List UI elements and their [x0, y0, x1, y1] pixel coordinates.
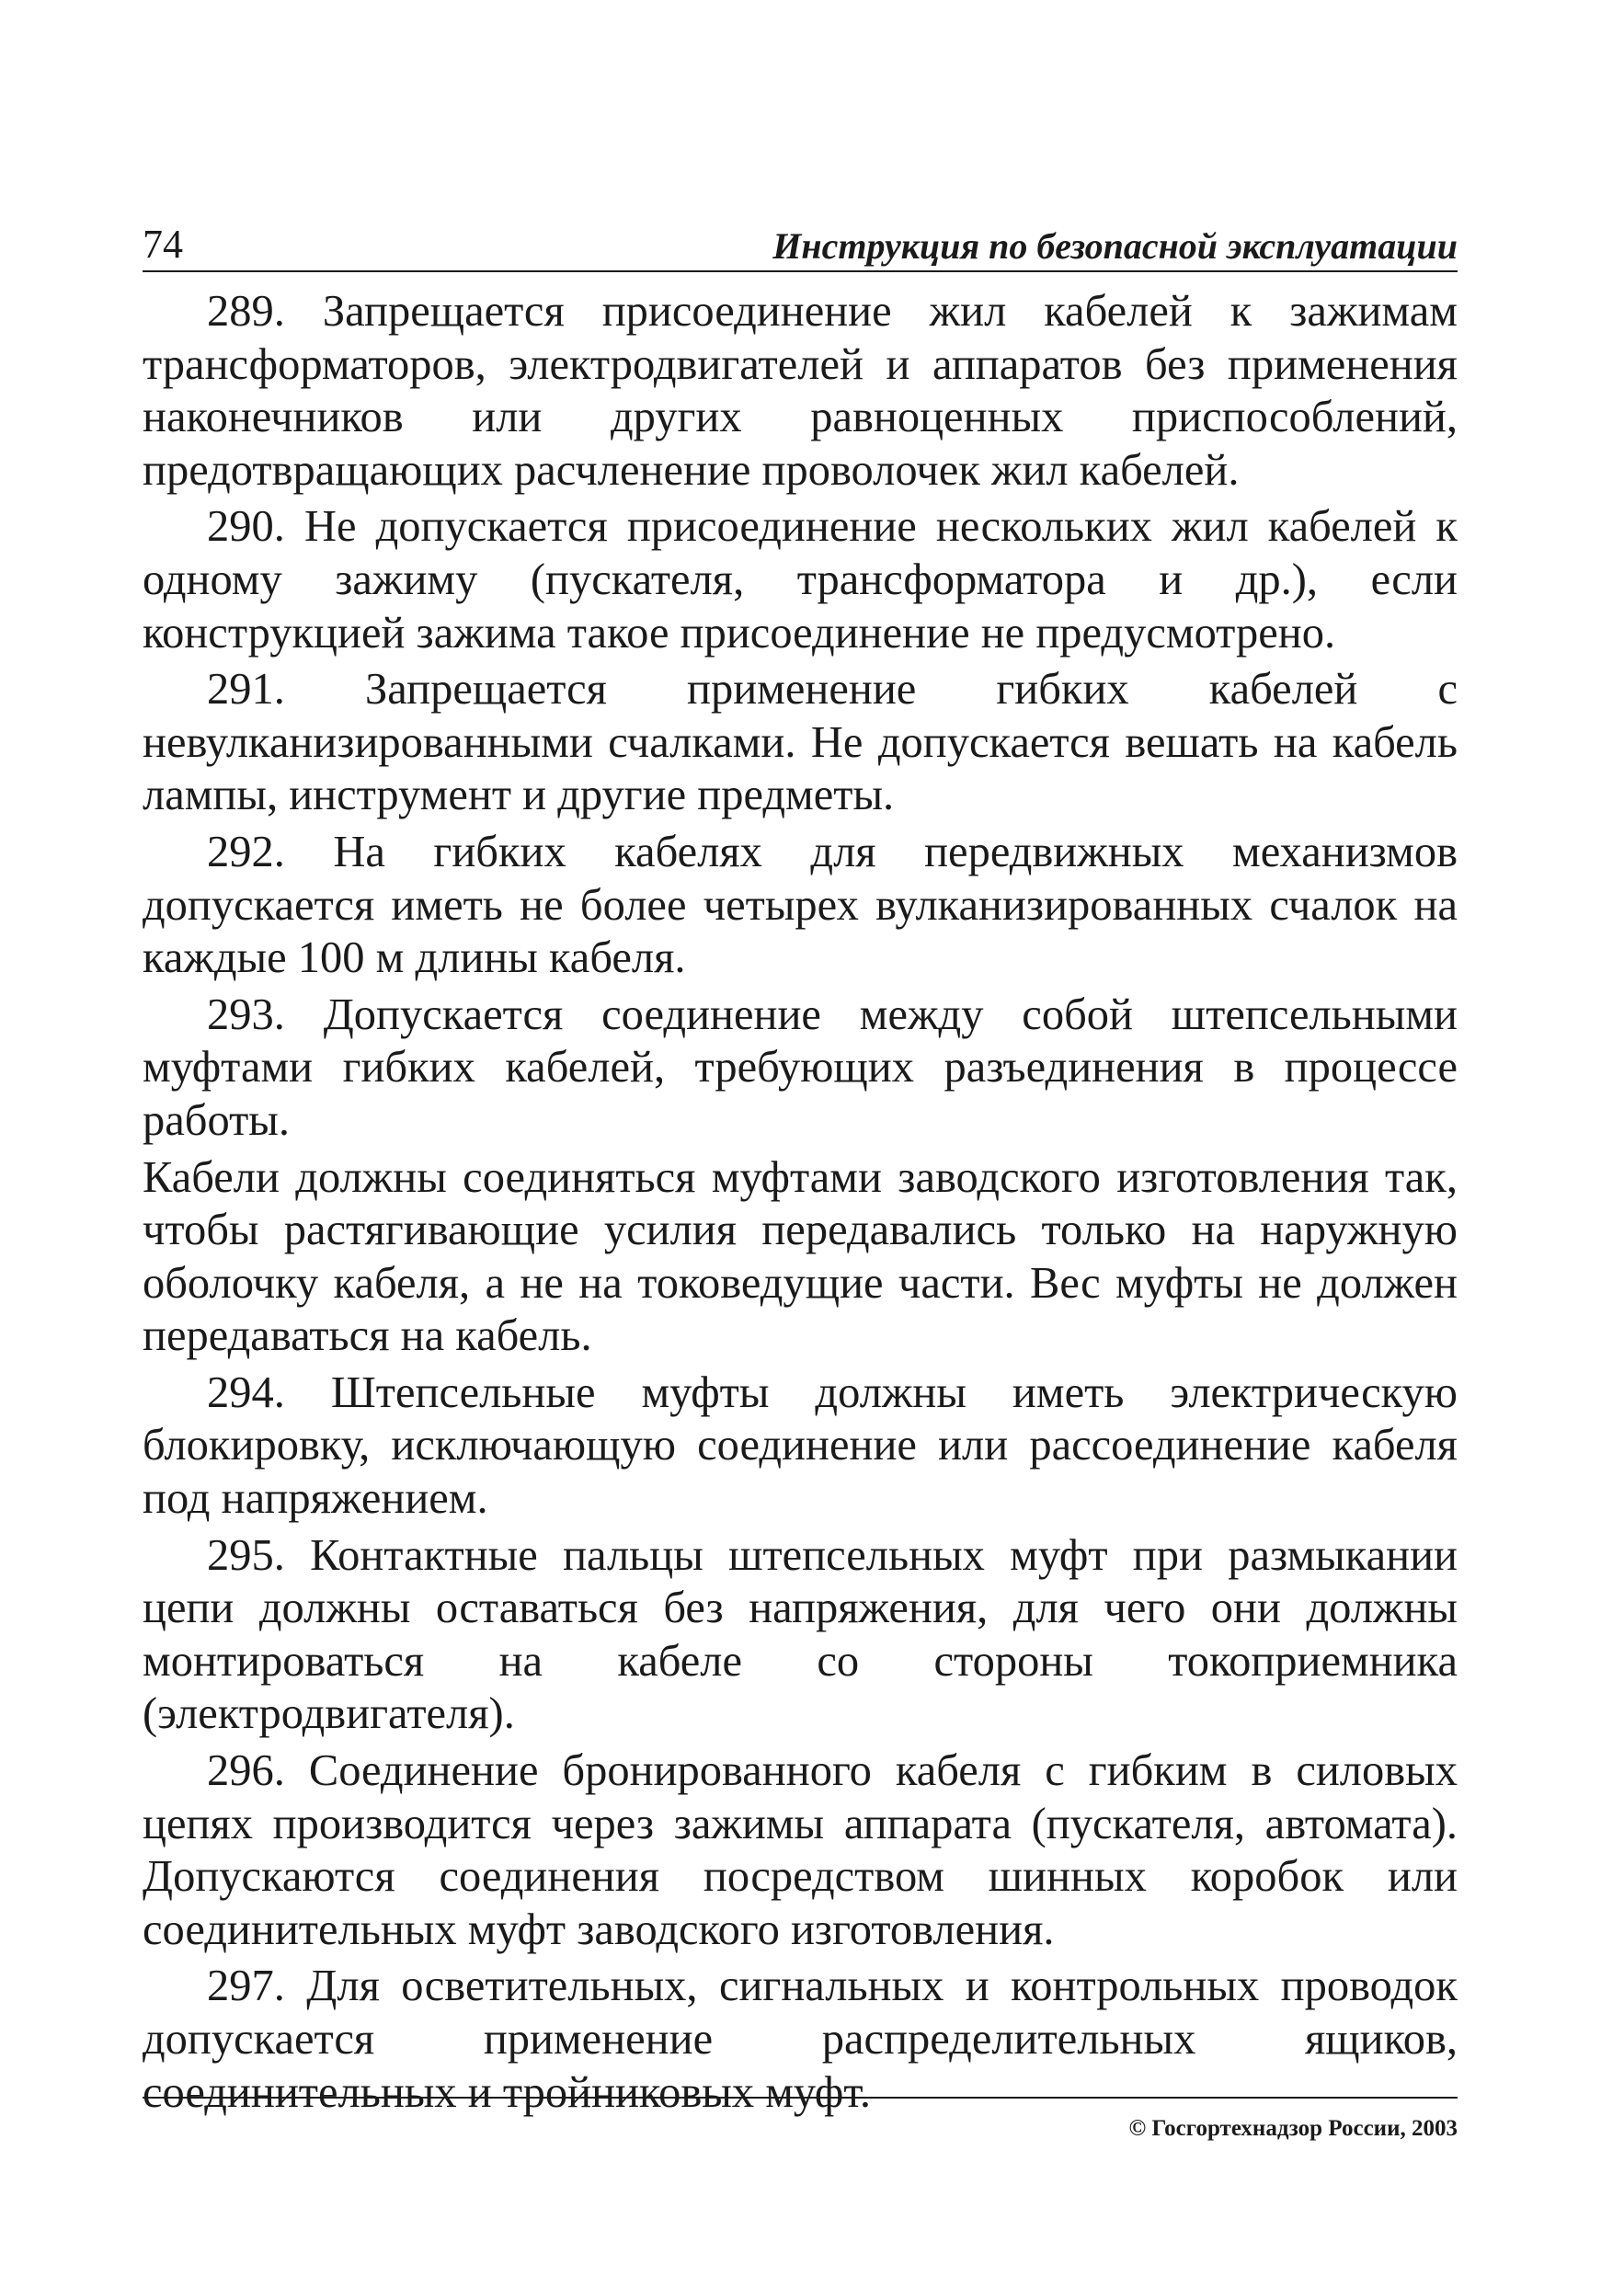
paragraph-292: 292. На гибких кабелях для передвижных механизмов допускается иметь не более четырех вулканизированных счалок на каждые 100 м длины кабеля. — [143, 827, 1458, 983]
page-header — [143, 213, 1458, 272]
page-number: 74 — [143, 222, 183, 267]
paragraph-295: 295. Контактные пальцы штепсельных муфт при размыкании цепи должны оставаться без напряжения, для чего они должны монтироваться на кабеле со стороны токоприемника (электродвигателя). — [143, 1530, 1458, 1739]
paragraph-293: 293. Допускается соединение между собой штепсельными муфтами гибких кабелей, требующих разъединения в процессе работы. — [143, 990, 1458, 1145]
paragraph-289: 289. Запрещается присоединение жил кабелей к зажимам трансформаторов, электродвигателей и аппаратов без применения наконечников или других равноценных приспособлений, предотвращающих расчленение проволочек жил кабелей. — [143, 287, 1458, 495]
paragraph-296: 296. Соединение бронированного кабеля с гибким в силовых цепях производится через зажимы аппарата (пускателя, автомата). Допускаются соединения посредством шинных коробок или соединительных муфт заводского изготовления. — [143, 1746, 1458, 1954]
running-title: Инструкция по безопасной эксплуатации — [772, 225, 1458, 267]
paragraph-290: 290. Не допускается присоединение нескольких жил кабелей к одному зажиму (пускателя, трансформатора и др.), если конструкцией зажима такое присоединение не предусмотрено. — [143, 502, 1458, 658]
paragraph-294: 294. Штепсельные муфты должны иметь электрическую блокировку, исключающую соединение или рассоединение кабеля под напряжением. — [143, 1367, 1458, 1524]
paragraph-293-continuation: Кабели должны соединяться муфтами заводского изготовления так, чтобы растягивающие усилия передавались только на наружную оболочку кабеля, а не на токоведущие части. Вес муфты не должен передаваться на кабель. — [143, 1152, 1458, 1361]
footer-rule — [143, 2097, 1458, 2099]
paragraph-297: 297. Для осветительных, сигнальных и контрольных проводок допускается применение распределительных ящиков, соединительных и тройниковых муфт. — [143, 1962, 1458, 2117]
copyright-notice: © Госгортехнадзор России, 2003 — [1128, 2116, 1458, 2141]
paragraph-291: 291. Запрещается применение гибких кабелей с невулканизированными счалками. Не допускается вешать на кабель лампы, инструмент и другие предметы. — [143, 665, 1458, 820]
body-text — [143, 285, 1458, 2122]
